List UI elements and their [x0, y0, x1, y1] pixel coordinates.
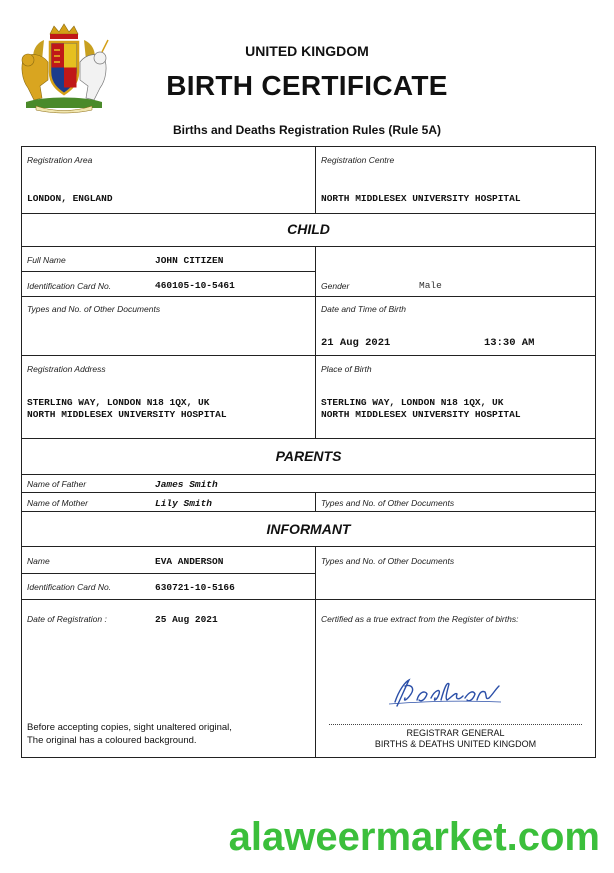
country-heading: UNITED KINGDOM [245, 43, 369, 59]
parents-other-docs-label: Types and No. of Other Documents [321, 498, 455, 508]
row-divider [22, 271, 315, 272]
registration-area-value: LONDON, ENGLAND [27, 193, 113, 204]
registration-date-value: 25 Aug 2021 [155, 614, 218, 625]
row-divider [22, 573, 315, 574]
document-title: BIRTH CERTIFICATE [166, 70, 448, 101]
mother-name-label: Name of Mother [27, 498, 88, 508]
informant-id-value: 630721-10-5166 [155, 582, 235, 593]
informant-section-title: INFORMANT [266, 521, 351, 537]
row-divider [22, 213, 595, 214]
registrar-title: REGISTRAR GENERAL [406, 728, 505, 738]
row-divider [22, 246, 595, 247]
child-full-name-value: JOHN CITIZEN [155, 255, 224, 266]
child-section-title: CHILD [287, 221, 330, 237]
child-gender-label: Gender [321, 281, 350, 291]
row-divider [22, 599, 595, 600]
child-birthplace-line1: STERLING WAY, LONDON N18 1QX, UK [321, 397, 504, 408]
child-dob-label: Date and Time of Birth [321, 304, 406, 314]
registration-centre-label: Registration Centre [321, 155, 395, 165]
column-divider [315, 546, 316, 757]
registration-date-label: Date of Registration : [27, 614, 107, 624]
watermark-text: alaweermarket.com [228, 815, 600, 859]
informant-name-value: EVA ANDERSON [155, 556, 224, 567]
row-divider [22, 296, 595, 297]
column-divider [315, 492, 316, 511]
child-address-line2: NORTH MIDDLESEX UNIVERSITY HOSPITAL [27, 409, 227, 420]
father-name-label: Name of Father [27, 479, 87, 489]
mother-name-value: Lily Smith [155, 498, 213, 509]
informant-id-label: Identification Card No. [27, 582, 112, 592]
registration-area-label: Registration Area [27, 155, 93, 165]
column-divider [315, 147, 316, 213]
child-birth-date: 21 Aug 2021 [321, 337, 391, 349]
child-birth-time: 13:30 AM [484, 337, 535, 349]
child-other-docs-label: Types and No. of Other Documents [27, 304, 161, 314]
child-address-line1: STERLING WAY, LONDON N18 1QX, UK [27, 397, 210, 408]
child-id-label: Identification Card No. [27, 281, 112, 291]
document-subtitle: Births and Deaths Registration Rules (Rule 5A) [172, 123, 442, 137]
signature-line [329, 724, 582, 725]
informant-other-docs-label: Types and No. of Other Documents [321, 556, 455, 566]
father-name-value: James Smith [155, 479, 218, 490]
informant-name-label: Name [27, 556, 50, 566]
child-birthplace-line2: NORTH MIDDLESEX UNIVERSITY HOSPITAL [321, 409, 521, 420]
original-note-line1: Before accepting copies, sight unaltered original, [27, 722, 232, 733]
registrar-signature [375, 672, 515, 712]
parents-section-title: PARENTS [275, 448, 342, 464]
registration-centre-value: NORTH MIDDLESEX UNIVERSITY HOSPITAL [321, 193, 521, 204]
certificate-form [21, 146, 596, 758]
registrar-department: BIRTHS & DEATHS UNITED KINGDOM [374, 739, 537, 749]
child-address-label: Registration Address [27, 364, 106, 374]
row-divider [22, 511, 595, 512]
row-divider [22, 546, 595, 547]
row-divider [22, 438, 595, 439]
row-divider [22, 492, 595, 493]
child-full-name-label: Full Name [27, 255, 66, 265]
child-birthplace-label: Place of Birth [321, 364, 372, 374]
row-divider [22, 474, 595, 475]
child-id-value: 460105-10-5461 [155, 280, 235, 291]
row-divider [22, 355, 595, 356]
certified-statement: Certified as a true extract from the Register of births: [321, 614, 519, 624]
child-gender-value: Male [419, 280, 442, 291]
original-note-line2: The original has a coloured background. [27, 735, 197, 746]
column-divider [315, 246, 316, 438]
